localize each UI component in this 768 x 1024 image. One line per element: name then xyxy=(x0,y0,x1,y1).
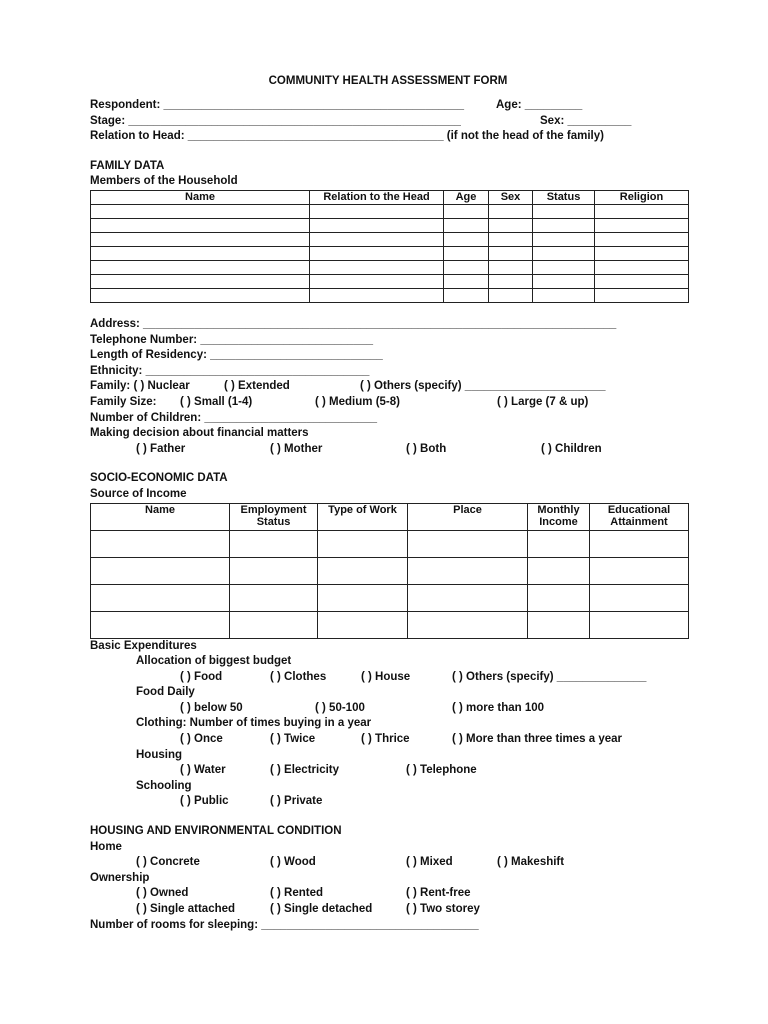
food-more-option[interactable]: ( ) more than 100 xyxy=(452,701,545,714)
type-single-detached-option[interactable]: ( ) Single detached xyxy=(270,903,373,915)
rooms-field[interactable]: Number of rooms for sleeping: __________________________________ xyxy=(90,918,479,931)
household-table-cell[interactable] xyxy=(595,232,689,246)
income-table-cell[interactable] xyxy=(528,611,590,638)
ethnicity-field[interactable]: Ethnicity: ___________________________________ xyxy=(90,364,370,377)
household-table-cell[interactable] xyxy=(489,204,533,218)
household-table-cell[interactable] xyxy=(533,218,595,232)
household-table-cell[interactable] xyxy=(489,232,533,246)
food-daily-label: Food Daily xyxy=(136,686,195,699)
household-table-cell[interactable] xyxy=(310,246,444,260)
income-table-cell[interactable] xyxy=(528,530,590,557)
household-table-cell[interactable] xyxy=(533,260,595,274)
housing-row xyxy=(90,763,688,779)
household-table-row xyxy=(91,274,689,288)
home-wood-option[interactable]: ( ) Wood xyxy=(270,856,316,869)
allocation-row xyxy=(90,670,688,686)
home-row xyxy=(90,855,688,871)
alloc-food-option[interactable]: ( ) Food xyxy=(180,670,223,683)
household-subheading: Members of the Household xyxy=(90,175,238,188)
income-table-cell[interactable] xyxy=(408,611,528,638)
own-owned-option[interactable]: ( ) Owned xyxy=(136,887,189,900)
form-title: COMMUNITY HEALTH ASSESSMENT FORM xyxy=(268,75,508,87)
household-table-cell[interactable] xyxy=(310,232,444,246)
household-table-cell[interactable] xyxy=(444,274,489,288)
household-table-cell[interactable] xyxy=(91,204,310,218)
household-table-cell[interactable] xyxy=(489,218,533,232)
income-table-cell[interactable] xyxy=(590,611,689,638)
family-extended-option[interactable]: ( ) Extended xyxy=(224,380,290,393)
income-subheading: Source of Income xyxy=(90,487,187,500)
household-table-cell[interactable] xyxy=(533,204,595,218)
income-table-cell[interactable] xyxy=(408,557,528,584)
size-medium-option[interactable]: ( ) Medium (5-8) xyxy=(315,395,400,408)
type-two-storey-option[interactable]: ( ) Two storey xyxy=(406,903,480,915)
schooling-row xyxy=(90,794,688,810)
decision-both-option[interactable]: ( ) Both xyxy=(406,442,447,455)
income-table-cell[interactable] xyxy=(91,530,230,557)
cloth-more-option[interactable]: ( ) More than three times a year xyxy=(452,733,622,746)
income-table-cell[interactable] xyxy=(230,584,318,611)
address-field[interactable]: Address: __________________________________________________________________________ xyxy=(90,317,617,330)
decision-row xyxy=(90,442,688,458)
household-table-cell[interactable] xyxy=(595,274,689,288)
respondent-field[interactable]: Respondent: _______________________________________________ xyxy=(90,99,465,111)
family-size-row xyxy=(90,395,688,411)
food-mid-option[interactable]: ( ) 50-100 xyxy=(315,701,365,714)
decision-children-option[interactable]: ( ) Children xyxy=(541,442,602,455)
household-col-header: Sex xyxy=(489,190,533,204)
household-table xyxy=(90,190,689,303)
income-table xyxy=(90,503,689,639)
household-col-header: Status xyxy=(533,190,595,204)
income-col-header: Monthly Income xyxy=(528,503,590,530)
house-elec-option[interactable]: ( ) Electricity xyxy=(270,764,340,777)
sex-field[interactable]: Sex: __________ xyxy=(540,114,632,127)
income-table-cell[interactable] xyxy=(590,584,689,611)
alloc-clothes-option[interactable]: ( ) Clothes xyxy=(270,670,327,683)
income-table-cell[interactable] xyxy=(91,611,230,638)
household-table-cell[interactable] xyxy=(444,260,489,274)
household-table-cell[interactable] xyxy=(310,260,444,274)
household-table-cell[interactable] xyxy=(91,246,310,260)
income-table-cell[interactable] xyxy=(318,611,408,638)
cloth-thrice-option[interactable]: ( ) Thrice xyxy=(361,733,410,746)
household-table-cell[interactable] xyxy=(310,218,444,232)
household-table-row xyxy=(91,218,689,232)
income-col-header: Place xyxy=(408,503,528,530)
household-table-row xyxy=(91,204,689,218)
cloth-once-option[interactable]: ( ) Once xyxy=(180,733,223,746)
size-small-option[interactable]: ( ) Small (1-4) xyxy=(180,395,253,408)
decision-father-option[interactable]: ( ) Father xyxy=(136,442,186,455)
socio-heading: SOCIO-ECONOMIC DATA xyxy=(90,472,228,485)
household-table-cell[interactable] xyxy=(444,288,489,302)
household-table-row xyxy=(91,232,689,246)
income-table-cell[interactable] xyxy=(590,557,689,584)
school-public-option[interactable]: ( ) Public xyxy=(180,795,229,808)
alloc-others-option[interactable]: ( ) Others (specify) ______________ xyxy=(452,670,647,683)
household-table-cell[interactable] xyxy=(595,246,689,260)
house-tel-option[interactable]: ( ) Telephone xyxy=(406,764,477,777)
income-table-cell[interactable] xyxy=(318,557,408,584)
income-col-header: Educational Attainment xyxy=(590,503,689,530)
household-table-cell[interactable] xyxy=(595,204,689,218)
household-table-cell[interactable] xyxy=(533,232,595,246)
food-daily-row xyxy=(90,701,688,717)
house-water-option[interactable]: ( ) Water xyxy=(180,764,226,777)
household-table-cell[interactable] xyxy=(310,204,444,218)
household-table-cell[interactable] xyxy=(489,246,533,260)
household-col-header: Religion xyxy=(595,190,689,204)
cloth-twice-option[interactable]: ( ) Twice xyxy=(270,733,316,746)
household-table-cell[interactable] xyxy=(489,260,533,274)
household-table-cell[interactable] xyxy=(444,218,489,232)
income-table-cell[interactable] xyxy=(91,557,230,584)
clothing-row xyxy=(90,732,688,748)
income-table-cell[interactable] xyxy=(318,530,408,557)
income-table-cell[interactable] xyxy=(408,584,528,611)
family-nuclear-option[interactable]: Family: ( ) Nuclear xyxy=(90,380,190,393)
household-col-header: Age xyxy=(444,190,489,204)
income-table-cell[interactable] xyxy=(230,611,318,638)
household-table-cell[interactable] xyxy=(91,288,310,302)
household-table-cell[interactable] xyxy=(444,204,489,218)
income-col-header: Type of Work xyxy=(318,503,408,530)
income-table-cell[interactable] xyxy=(528,584,590,611)
size-large-option[interactable]: ( ) Large (7 & up) xyxy=(497,395,589,408)
income-table-cell[interactable] xyxy=(230,530,318,557)
household-table-cell[interactable] xyxy=(444,232,489,246)
income-col-header: Name xyxy=(91,503,230,530)
clothing-label: Clothing: Number of times buying in a year xyxy=(136,717,372,730)
school-private-option[interactable]: ( ) Private xyxy=(270,795,323,808)
housing-heading: HOUSING AND ENVIRONMENTAL CONDITION xyxy=(90,825,342,838)
respondent-row xyxy=(90,98,688,114)
family-data-heading: FAMILY DATA xyxy=(90,159,165,172)
house-type-row xyxy=(90,902,688,918)
children-field[interactable]: Number of Children: ___________________________ xyxy=(90,411,378,424)
relation-field[interactable]: Relation to Head: ________________________________________ (if not the head of the family) xyxy=(90,130,604,143)
food-below-option[interactable]: ( ) below 50 xyxy=(180,701,243,714)
decision-mother-option[interactable]: ( ) Mother xyxy=(270,442,323,455)
type-single-attached-option[interactable]: ( ) Single attached xyxy=(136,903,236,915)
household-table-cell[interactable] xyxy=(91,260,310,274)
ownership-label: Ownership xyxy=(90,871,150,884)
income-table-cell[interactable] xyxy=(408,530,528,557)
stage-field[interactable]: Stage: ____________________________________________________ xyxy=(90,114,461,127)
ownership-row xyxy=(90,886,688,902)
income-table-row xyxy=(91,584,689,611)
household-table-cell[interactable] xyxy=(444,246,489,260)
income-table-cell[interactable] xyxy=(528,557,590,584)
home-label: Home xyxy=(90,840,122,853)
household-table-cell[interactable] xyxy=(310,288,444,302)
decision-label: Making decision about financial matters xyxy=(90,427,309,440)
allocation-label: Allocation of biggest budget xyxy=(136,655,292,668)
household-table-cell[interactable] xyxy=(595,260,689,274)
income-table-cell[interactable] xyxy=(590,530,689,557)
home-concrete-option[interactable]: ( ) Concrete xyxy=(136,856,200,869)
stage-row xyxy=(90,114,688,130)
household-table-cell[interactable] xyxy=(91,274,310,288)
form-page xyxy=(90,72,688,933)
family-others-option[interactable]: ( ) Others (specify) ______________________ xyxy=(360,380,606,393)
own-rented-option[interactable]: ( ) Rented xyxy=(270,887,324,900)
household-col-header: Name xyxy=(91,190,310,204)
schooling-label: Schooling xyxy=(136,779,192,792)
housing-label: Housing xyxy=(136,748,182,761)
residency-field[interactable]: Length of Residency: ___________________________ xyxy=(90,349,383,362)
household-table-cell[interactable] xyxy=(595,288,689,302)
expenditures-heading: Basic Expenditures xyxy=(90,639,197,652)
income-table-row xyxy=(91,557,689,584)
household-table-cell[interactable] xyxy=(533,274,595,288)
household-table-cell[interactable] xyxy=(310,274,444,288)
home-mixed-option[interactable]: ( ) Mixed xyxy=(406,856,453,869)
alloc-house-option[interactable]: ( ) House xyxy=(361,670,411,683)
household-table-row xyxy=(91,246,689,260)
household-col-header: Relation to the Head xyxy=(310,190,444,204)
income-table-cell[interactable] xyxy=(318,584,408,611)
income-table-row xyxy=(91,530,689,557)
age-field[interactable]: Age: _________ xyxy=(496,99,583,111)
household-table-cell[interactable] xyxy=(533,246,595,260)
home-makeshift-option[interactable]: ( ) Makeshift xyxy=(497,856,565,869)
household-table-row xyxy=(91,288,689,302)
household-table-row xyxy=(91,260,689,274)
own-rentfree-option[interactable]: ( ) Rent-free xyxy=(406,887,471,900)
household-table-cell[interactable] xyxy=(91,218,310,232)
household-table-cell[interactable] xyxy=(489,274,533,288)
income-table-cell[interactable] xyxy=(91,584,230,611)
income-table-row xyxy=(91,611,689,638)
family-type-row xyxy=(90,379,688,395)
household-table-cell[interactable] xyxy=(91,232,310,246)
household-table-cell[interactable] xyxy=(533,288,595,302)
household-table-cell[interactable] xyxy=(489,288,533,302)
family-size-label: Family Size: xyxy=(90,395,157,408)
household-table-cell[interactable] xyxy=(595,218,689,232)
income-table-cell[interactable] xyxy=(230,557,318,584)
telephone-field[interactable]: Telephone Number: ___________________________ xyxy=(90,333,374,346)
income-col-header: Employment Status xyxy=(230,503,318,530)
